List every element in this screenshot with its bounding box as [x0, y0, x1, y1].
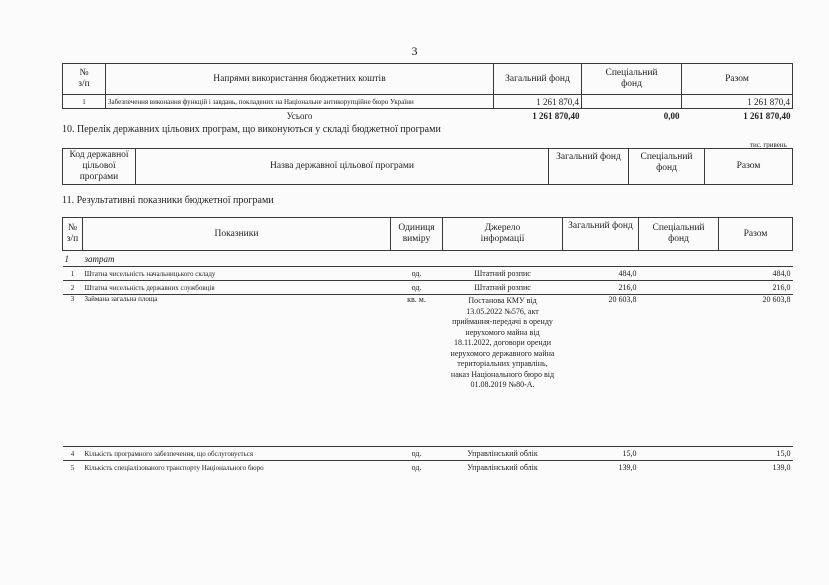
table-row [63, 295, 793, 447]
section-10-title: 10. Перелік державних цільових програм, що виконуються у складі бюджетної програми [62, 124, 441, 135]
table-row [63, 281, 793, 295]
row-total: 484,0 [719, 267, 793, 281]
row-source: Управлінський облік [443, 447, 563, 461]
totals-total: 1 261 870,40 [743, 110, 791, 121]
col-header-num: № з/п [63, 218, 83, 251]
totals-special: 0,00 [663, 110, 680, 121]
row-special [639, 281, 719, 295]
row-direction: Забезпечення виконання функцій і завдань, покладених на Національне антикорупційне бюро України [106, 95, 494, 109]
row-total: 139,0 [719, 461, 793, 475]
row-indicator: Штатна чисельність начальницького складу [83, 267, 391, 281]
col-header-special-fund: Спеціальний фонд [582, 64, 682, 95]
table-row [63, 267, 793, 281]
row-general: 139,0 [563, 461, 639, 475]
row-num: 1 [63, 267, 83, 281]
row-special [639, 461, 719, 475]
row-num: 2 [63, 281, 83, 295]
col-header-general-fund: Загальний фонд [494, 64, 582, 95]
row-general: 15,0 [563, 447, 639, 461]
performance-indicators-table [62, 217, 793, 475]
row-unit: кв. м. [391, 295, 443, 447]
col-header-direction: Напрями використання бюджетних коштів [106, 64, 494, 95]
group-label: затрат [84, 253, 115, 264]
col-header-indicator: Показники [83, 218, 391, 251]
col-header-special-fund: Спеціальний фонд [639, 218, 719, 251]
row-source: Штатний розпис [443, 267, 563, 281]
row-source: Постанова КМУ від 13.05.2022 №576, акт приймання-передачі в оренду нерухомого майна від 18.11.2022, договори оренди нерухомого державного майна територіальних управлінь, наказ Національного бюро від 01.08.2019 №80-А. [443, 295, 563, 447]
col-header-total: Разом [719, 218, 793, 251]
row-indicator: Штатна чисельність державних службовців [83, 281, 391, 295]
col-header-num: № з/п [63, 64, 106, 95]
table-row [63, 461, 793, 475]
totals-row [63, 109, 793, 123]
col-header-special-fund: Спеціальний фонд [629, 149, 705, 185]
row-num: 1 [63, 95, 106, 109]
row-general: 216,0 [563, 281, 639, 295]
row-indicator: Кількість спеціалізованого транспорту Національного бюро [83, 461, 391, 475]
units-label: тис. гривень [750, 141, 787, 149]
col-header-unit: Одиниця виміру [391, 218, 443, 251]
row-source: Управлінський облік [443, 461, 563, 475]
section-11-title: 11. Результативні показники бюджетної програми [62, 195, 274, 206]
row-num: 3 [63, 295, 83, 447]
row-unit: од. [391, 461, 443, 475]
row-special [639, 267, 719, 281]
row-general: 484,0 [563, 267, 639, 281]
row-unit: од. [391, 447, 443, 461]
row-general: 20 603,8 [563, 295, 639, 447]
col-header-general-fund: Загальний фонд [549, 149, 629, 185]
col-header-program-name: Назва державної цільової програми [136, 149, 549, 185]
row-general: 1 261 870,4 [494, 95, 582, 109]
table-row [63, 95, 793, 109]
row-total: 15,0 [719, 447, 793, 461]
col-header-general-fund: Загальний фонд [563, 218, 639, 251]
group-row [63, 251, 793, 267]
row-special [582, 95, 682, 109]
row-indicator: Кількість програмного забезпечення, що обслуговується [83, 447, 391, 461]
col-header-source: Джерело інформації [443, 218, 563, 251]
col-header-total: Разом [705, 149, 793, 185]
col-header-program-code: Код державної цільової програми [63, 149, 136, 185]
row-num: 5 [63, 461, 83, 475]
row-total: 20 603,8 [719, 295, 793, 447]
target-programs-table [62, 148, 793, 185]
col-header-total: Разом [682, 64, 793, 95]
row-total: 216,0 [719, 281, 793, 295]
row-indicator: Займана загальна площа [83, 295, 391, 447]
row-special [639, 295, 719, 447]
table-row [63, 447, 793, 461]
budget-directions-table [62, 63, 793, 123]
totals-label: Усього [286, 110, 313, 121]
group-num: 1 [64, 253, 69, 264]
row-source: Штатний розпис [443, 281, 563, 295]
row-special [639, 447, 719, 461]
row-unit: од. [391, 281, 443, 295]
page-number: 3 [411, 44, 418, 58]
row-num: 4 [63, 447, 83, 461]
totals-general: 1 261 870,40 [532, 110, 580, 121]
row-unit: од. [391, 267, 443, 281]
row-total: 1 261 870,4 [682, 95, 793, 109]
